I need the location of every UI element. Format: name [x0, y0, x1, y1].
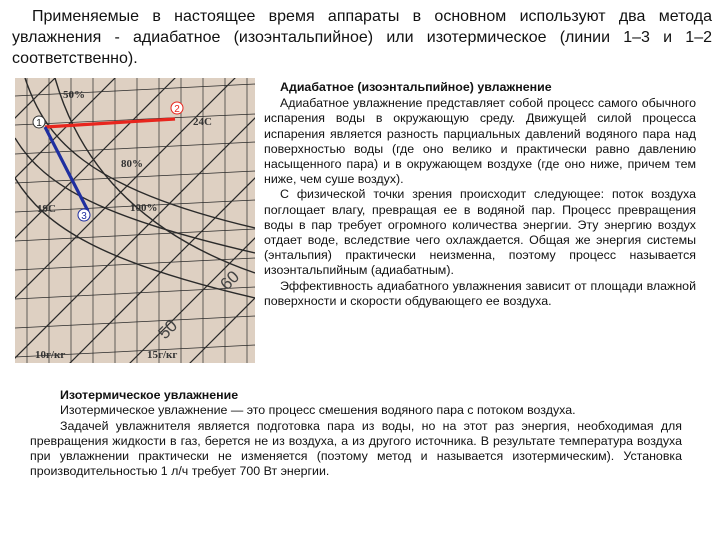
rh-50-label: 50% [63, 89, 85, 101]
point-2-label: 2 [174, 104, 180, 115]
enthalpy-50-label: 50 [154, 316, 182, 343]
intro-text: Применяемые в настоящее время аппараты в основном используют два метода увлажнения - адиабатное (изоэнтальпийное) или изотермическое (линии 1–3 и 1–2 соответственно). [12, 8, 712, 67]
moisture-10-label: 10г/кг [35, 349, 66, 361]
enthalpy-60-label: 60 [216, 267, 244, 294]
isothermal-paragraph-2: Задачей увлажнителя является подготовка пара из воды, но на этот раз энергия, необходимая для превращения жидкости в газ, берется не из воздуха, а из другого источника. В результате температура воздуха при увлажнении практически не изменяется (поэтому метод и называется изотермическим). Установка производительностью 1 л/ч требует 700 Вт энергии. [30, 418, 682, 479]
psychrometric-chart-image [15, 78, 255, 363]
moisture-15-label: 15г/кг [147, 349, 178, 361]
point-1-label: 1 [36, 118, 42, 129]
adiabatic-heading: Адиабатное (изоэнтальпийное) увлажнение [280, 80, 552, 94]
temp-24-label: 24С [193, 116, 212, 128]
temp-19-label: 19С [37, 203, 56, 215]
adiabatic-section [264, 80, 696, 309]
adiabatic-paragraph-3: Эффективность адиабатного увлажнения зависит от площади влажной поверхности и скорости обдувающего ее воздуха. [264, 278, 696, 308]
isothermal-paragraph-1: Изотермическое увлажнение — это процесс смешения водяного пара с потоком воздуха. [60, 403, 576, 418]
psychrometric-diagram [15, 78, 255, 363]
isothermal-heading: Изотермическое увлажнение [60, 388, 239, 402]
isothermal-section [30, 388, 682, 480]
rh-80-label: 80% [121, 158, 143, 170]
point-3-label: 3 [81, 211, 87, 222]
adiabatic-paragraph-1: Адиабатное увлажнение представляет собой процесс самого обычного испарения воды в окружающую среду. Движущей силой процесса испарения является разность парциальных давлений водяного пара над поверхностью воды (где оно велико и практически равно давлению насыщенного пара) и в окружающем воздухе (где оно ниже, причем тем ниже, чем суше воздух). [264, 96, 696, 187]
intro-paragraph [12, 6, 712, 69]
rh-100-label: 100% [130, 202, 158, 214]
adiabatic-paragraph-2: С физической точки зрения происходит следующее: поток воздуха поглощает влагу, превращая ее в водяной пар. Процесс превращения воды в пар требует огромного количества энергии. Эту энергию воздух отдает воде, вследствие чего охлаждается. Общая же энергия системы (энтальпия) практически неизменна, поэтому процесс называется изоэнтальпийным (адиабатным). [264, 187, 696, 278]
